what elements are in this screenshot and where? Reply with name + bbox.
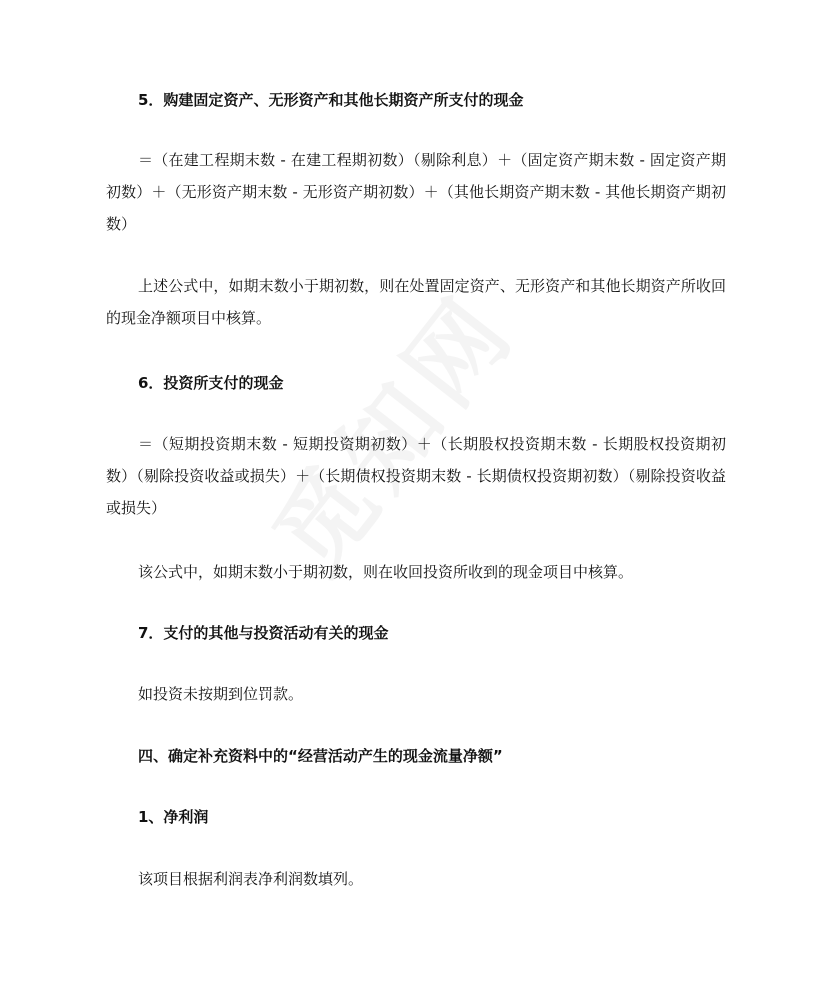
item-1-heading: 1、净利润 [138, 808, 209, 826]
section-6-formula: ＝（短期投资期末数 - 短期投资期初数）＋（长期股权投资期末数 - 长期股权投资期初数）（剔除投资收益或损失）＋（长期债权投资期末数 - 长期债权投资期初数）（剔除投资收益或损失） [106, 435, 726, 517]
item-1-note: 该项目根据利润表净利润数填列。 [138, 870, 364, 888]
section-5-note: 上述公式中，如期末数小于期初数，则在处置固定资产、无形资产和其他长期资产所收回的现金净额项目中核算。 [106, 277, 726, 327]
section-6-note: 该公式中，如期末数小于期初数，则在收回投资所收到的现金项目中核算。 [138, 563, 634, 581]
section-5-heading: 5．购建固定资产、无形资产和其他长期资产所支付的现金 [138, 91, 524, 109]
part-4-heading: 四、确定补充资料中的“经营活动产生的现金流量净额” [138, 747, 503, 765]
section-6-heading: 6．投资所支付的现金 [138, 374, 284, 392]
section-7-heading: 7．支付的其他与投资活动有关的现金 [138, 624, 389, 642]
section-7-note: 如投资未按期到位罚款。 [138, 685, 304, 703]
section-5-formula: ＝（在建工程期末数 - 在建工程期初数）（剔除利息）＋（固定资产期末数 - 固定资产期初数）＋（无形资产期末数 - 无形资产期初数）＋（其他长期资产期末数 - 其他长期资产期初数） [106, 151, 726, 233]
